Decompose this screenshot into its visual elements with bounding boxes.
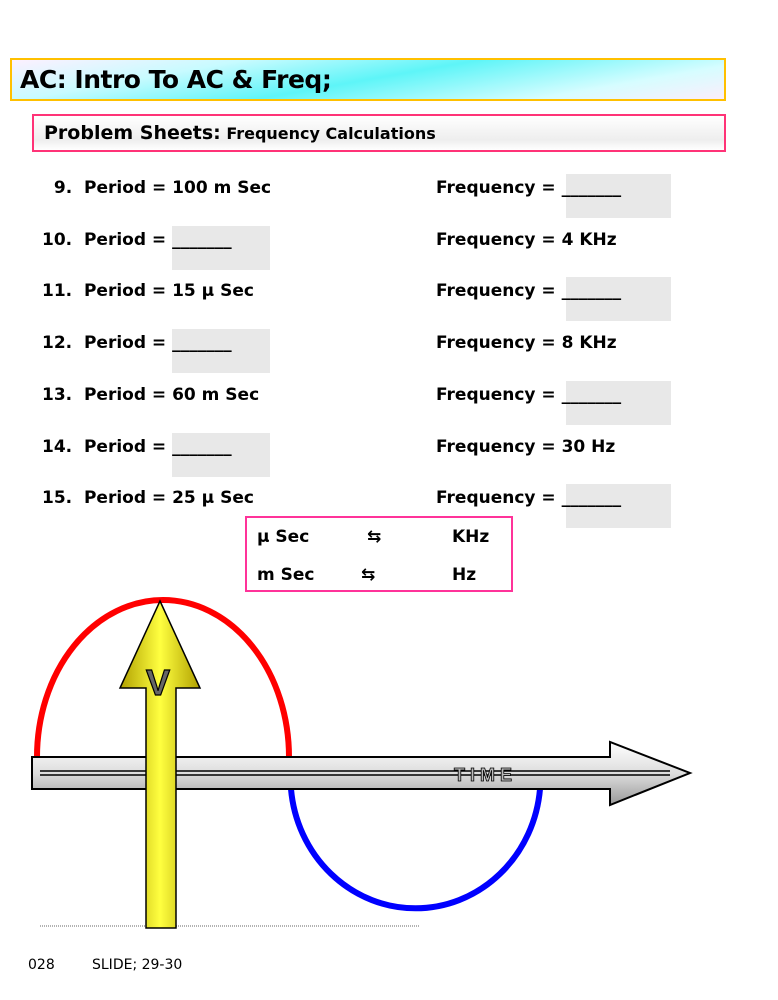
frequency-text: Frequency = 8 KHz — [436, 333, 617, 354]
frequency-text: Frequency = _______ — [436, 384, 622, 405]
frequency-text: Frequency = 30 Hz — [436, 436, 616, 457]
page-number: 028 — [28, 957, 55, 973]
section-detail: Frequency Calculations — [226, 124, 436, 143]
slide-reference: SLIDE; 29-30 — [92, 957, 183, 973]
frequency-text: Frequency = _______ — [436, 488, 622, 509]
frequency-text: Frequency = _______ — [436, 281, 622, 302]
period-text: 10. Period = _______ — [42, 229, 232, 250]
period-text: 12. Period = _______ — [42, 333, 232, 354]
negative-half-cycle — [291, 789, 540, 908]
frequency-text: Frequency = 4 KHz — [436, 229, 617, 250]
swap-arrow-icon: ⇆ — [361, 565, 376, 585]
period-text: 14. Period = _______ — [42, 436, 232, 457]
frequency-text: Frequency = _______ — [436, 178, 622, 198]
swap-arrow-icon: ⇆ — [367, 527, 382, 547]
period-text: 9. Period = 100 m Sec — [48, 178, 272, 198]
legend-left: m Sec — [257, 565, 315, 585]
legend-right: Hz — [452, 565, 477, 585]
period-text: 15. Period = 25 μ Sec — [42, 488, 254, 509]
period-text: 13. Period = 60 m Sec — [42, 384, 260, 405]
section-title: Problem Sheets: — [44, 122, 221, 144]
voltage-label: V — [146, 662, 171, 703]
legend-left: μ Sec — [257, 527, 310, 547]
page-title: AC: Intro To AC & Freq; — [10, 58, 726, 101]
time-label: T I M E — [454, 765, 512, 785]
legend-right: KHz — [452, 527, 490, 547]
period-text: 11. Period = 15 μ Sec — [42, 281, 254, 302]
time-axis-arrow — [32, 742, 690, 805]
